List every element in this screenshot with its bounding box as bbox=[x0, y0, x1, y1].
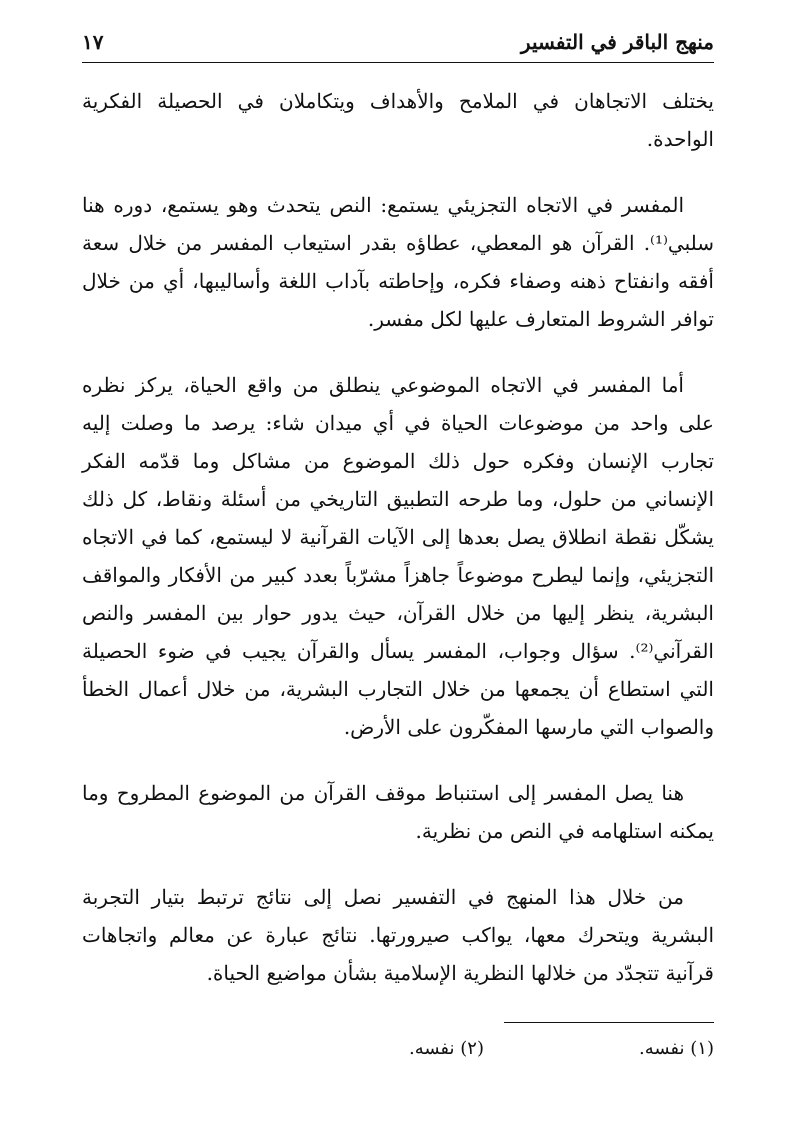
paragraph: أما المفسر في الاتجاه الموضوعي ينطلق من واقع الحياة، يركز نظره على واحد من موضوعات الحياة في أي ميدان شاء: يرصد ما وصلت إليه تجارب الإنسان وفكره حول ذلك الموضوع من مشاكل وما قدّمه الفكر الإنساني من حلول، وما طرحه التطبيق التاريخي من أسئلة ونقاط، كل ذلك يشكّل نقطة انطلاق يصل بعدها إلى الآيات القرآنية لا ليستمع، كما في الاتجاه التجزيئي، وإنما ليطرح موضوعاً جاهزاً مشرّباً بعدد كبير من الأفكار والمواقف البشرية، ينظر إليها من خلال القرآن، حيث يدور حوار بين المفسر والنص القرآني⁽²⁾. سؤال وجواب، المفسر يسأل والقرآن يجيب في ضوء الحصيلة التي استطاع أن يجمعها من خلال التجارب البشرية، من خلال أعمال الخطأ والصواب التي مارسها المفكّرون على الأرض. bbox=[82, 373, 715, 739]
paragraph: من خلال هذا المنهج في التفسير نصل إلى نتائج ترتبط بتيار التجربة البشرية ويتحرك معها، يواكب صيرورتها. نتائج عبارة عن معالم واتجاهات قرآنية تتجدّد من خلالها النظرية الإسلامية بشأن مواضيع الحياة. bbox=[82, 885, 714, 985]
footnote-divider bbox=[504, 1022, 714, 1023]
footnote-1: (١) نفسه. bbox=[639, 1038, 714, 1059]
page-number: ١٧ bbox=[82, 30, 104, 54]
header-divider bbox=[82, 62, 714, 63]
paragraph: هنا يصل المفسر إلى استنباط موقف القرآن من الموضوع المطروح وما يمكنه استلهامه في النص من نظرية. bbox=[82, 781, 714, 843]
footnotes bbox=[82, 1034, 714, 1074]
footnote-2: (٢) نفسه. bbox=[409, 1038, 484, 1059]
paragraph: يختلف الاتجاهان في الملامح والأهداف ويتكاملان في الحصيلة الفكرية الواحدة. bbox=[82, 89, 714, 151]
paragraph: المفسر في الاتجاه التجزيئي يستمع: النص يتحدث وهو يستمع، دوره هنا سلبي⁽¹⁾. القرآن هو المعطي، عطاؤه بقدر استيعاب المفسر من خلال سعة أفقه وانفتاح ذهنه وصفاء فكره، وإحاطته بآداب اللغة وأساليبها، أي من خلال توافر الشروط المتعارف عليها لكل مفسر. bbox=[82, 193, 714, 331]
running-title: منهج الباقر في التفسير bbox=[520, 30, 714, 54]
page-header bbox=[82, 18, 714, 62]
body-text bbox=[82, 82, 714, 1020]
